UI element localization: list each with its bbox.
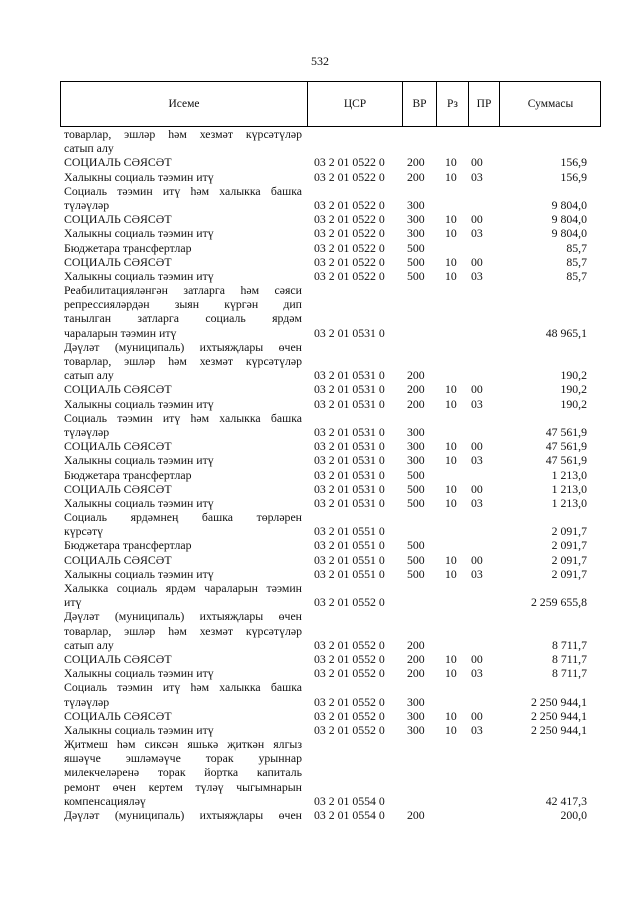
table-row <box>60 482 601 496</box>
header-pr: ПР <box>469 82 500 126</box>
header-sum: Суммасы <box>527 98 574 110</box>
cell-sum: 2 091,7 <box>551 524 587 539</box>
table-row <box>60 411 601 425</box>
cell-pr: 03 <box>471 453 483 468</box>
table-row <box>60 141 601 155</box>
cell-name: итү <box>64 595 82 610</box>
cell-name: сатып алу <box>64 141 114 156</box>
cell-vr: 300 <box>407 226 425 241</box>
table-row <box>60 680 601 694</box>
cell-pr: 03 <box>471 566 483 581</box>
cell-vr: 500 <box>407 268 425 283</box>
cell-rz: 10 <box>445 566 457 581</box>
cell-name: Бюджетара трансфертлар <box>64 538 192 553</box>
cell-csr: 03 2 01 0522 0 <box>314 226 385 241</box>
cell-name: СОЦИАЛЬ СӘЯСӘТ <box>64 382 172 397</box>
table-row <box>60 510 601 524</box>
cell-csr: 03 2 01 0554 0 <box>314 808 385 822</box>
cell-vr: 500 <box>407 566 425 581</box>
cell-vr: 500 <box>407 240 425 255</box>
cell-name: СОЦИАЛЬ СӘЯСӘТ <box>64 708 172 723</box>
cell-csr: 03 2 01 0531 0 <box>314 495 385 510</box>
cell-rz: 10 <box>445 495 457 510</box>
cell-name: Халыкны социаль тәэмин итү <box>64 268 214 283</box>
cell-name: Халыкны социаль тәэмин итү <box>64 495 214 510</box>
cell-csr: 03 2 01 0551 0 <box>314 538 385 553</box>
table-row <box>60 297 601 311</box>
cell-name: Бюджетара трансфертлар <box>64 467 192 482</box>
cell-csr: 03 2 01 0551 0 <box>314 566 385 581</box>
budget-table <box>60 81 601 822</box>
cell-name: СОЦИАЛЬ СӘЯСӘТ <box>64 212 172 227</box>
cell-sum: 2 250 944,1 <box>530 694 587 709</box>
cell-name: түләүләр <box>64 424 110 439</box>
cell-sum: 8 711,7 <box>552 651 587 666</box>
table-row <box>60 538 601 552</box>
cell-csr: 03 2 01 0552 0 <box>314 595 385 610</box>
cell-vr: 500 <box>407 254 425 269</box>
cell-sum: 156,9 <box>560 155 587 170</box>
cell-sum: 190,2 <box>560 396 587 411</box>
cell-sum: 85,7 <box>566 254 587 269</box>
table-row <box>60 127 601 141</box>
table-row <box>60 666 601 680</box>
table-row <box>60 765 601 779</box>
cell-pr: 00 <box>471 254 483 269</box>
cell-name: Җитмеш һәм сиксән яшькә җиткән ялгыз <box>64 737 302 752</box>
cell-sum: 2 250 944,1 <box>530 722 587 737</box>
header-vr: ВР <box>403 82 437 126</box>
table-row <box>60 340 601 354</box>
cell-name: репрессияләрдән зыян күргән дип <box>64 297 302 312</box>
cell-rz: 10 <box>445 651 457 666</box>
cell-name: СОЦИАЛЬ СӘЯСӘТ <box>64 155 172 170</box>
cell-name: Социаль тәэмин итү һәм халыкка башка <box>64 410 302 425</box>
table-row <box>60 780 601 794</box>
header-name: Исеме <box>61 82 308 126</box>
cell-sum: 47 561,9 <box>545 453 587 468</box>
table-row <box>60 524 601 538</box>
table-row <box>60 226 601 240</box>
table-row <box>60 496 601 510</box>
cell-name: Халыкны социаль тәэмин итү <box>64 453 214 468</box>
table-row <box>60 567 601 581</box>
cell-vr: 300 <box>407 453 425 468</box>
cell-sum: 47 561,9 <box>545 439 587 454</box>
cell-vr: 300 <box>407 197 425 212</box>
table-row <box>60 581 601 595</box>
cell-name: Бюджетара трансфертлар <box>64 240 192 255</box>
cell-name: түләүләр <box>64 197 110 212</box>
cell-vr: 200 <box>407 368 425 383</box>
cell-name: СОЦИАЛЬ СӘЯСӘТ <box>64 254 172 269</box>
cell-sum: 85,7 <box>566 268 587 283</box>
cell-pr: 00 <box>471 708 483 723</box>
cell-csr: 03 2 01 0552 0 <box>314 694 385 709</box>
cell-name: сатып алу <box>64 637 114 652</box>
cell-vr: 200 <box>407 396 425 411</box>
cell-vr: 200 <box>407 637 425 652</box>
table-row <box>60 737 601 751</box>
cell-csr: 03 2 01 0551 0 <box>314 524 385 539</box>
table-row <box>60 751 601 765</box>
table-row <box>60 808 601 822</box>
cell-csr: 03 2 01 0522 0 <box>314 240 385 255</box>
cell-name: түләүләр <box>64 694 110 709</box>
cell-name: яшәүче эшләмәүче торак урыннар <box>64 751 302 766</box>
cell-vr: 200 <box>407 169 425 184</box>
cell-sum: 1 213,0 <box>551 495 587 510</box>
table-row <box>60 184 601 198</box>
cell-sum: 48 965,1 <box>545 325 587 340</box>
cell-sum: 85,7 <box>566 240 587 255</box>
cell-sum: 1 213,0 <box>551 481 587 496</box>
cell-vr: 200 <box>407 155 425 170</box>
table-row <box>60 794 601 808</box>
table-row <box>60 311 601 325</box>
table-row <box>60 354 601 368</box>
cell-sum: 9 804,0 <box>551 226 587 241</box>
cell-rz: 10 <box>445 552 457 567</box>
table-row <box>60 382 601 396</box>
cell-rz: 10 <box>445 453 457 468</box>
cell-pr: 00 <box>471 481 483 496</box>
table-row <box>60 595 601 609</box>
cell-name: Дәүләт (муниципаль) ихтыяҗлары өчен <box>64 339 302 354</box>
cell-name: товарлар, эшләр һәм хезмәт күрсәтүләр <box>64 127 302 141</box>
cell-pr: 03 <box>471 226 483 241</box>
cell-csr: 03 2 01 0522 0 <box>314 169 385 184</box>
cell-pr: 00 <box>471 651 483 666</box>
cell-sum: 2 091,7 <box>551 566 587 581</box>
cell-sum: 2 091,7 <box>551 552 587 567</box>
cell-sum: 2 250 944,1 <box>530 708 587 723</box>
cell-name: танылган затларга социаль ярдәм <box>64 311 302 326</box>
table-row <box>60 439 601 453</box>
cell-name: товарлар, эшләр һәм хезмәт күрсәтүләр <box>64 354 302 368</box>
page-number: 532 <box>311 54 329 68</box>
table-row <box>60 553 601 567</box>
cell-name: чараларын тәэмин итү <box>64 325 177 340</box>
table-row <box>60 155 601 169</box>
cell-sum: 190,2 <box>560 368 587 383</box>
table-row <box>60 652 601 666</box>
cell-vr: 200 <box>407 651 425 666</box>
cell-rz: 10 <box>445 396 457 411</box>
cell-name: Реабилитацияләнгән затларга һәм сәяси <box>64 283 302 298</box>
cell-csr: 03 2 01 0531 0 <box>314 424 385 439</box>
cell-rz: 10 <box>445 439 457 454</box>
cell-rz: 10 <box>445 481 457 496</box>
cell-name: СОЦИАЛЬ СӘЯСӘТ <box>64 651 172 666</box>
header-csr: ЦСР <box>308 82 403 126</box>
cell-vr: 300 <box>407 212 425 227</box>
cell-csr: 03 2 01 0531 0 <box>314 368 385 383</box>
cell-csr: 03 2 01 0522 0 <box>314 268 385 283</box>
cell-vr: 500 <box>407 538 425 553</box>
cell-pr: 03 <box>471 268 483 283</box>
header-rz: Рз <box>437 82 469 126</box>
cell-vr: 300 <box>407 708 425 723</box>
cell-csr: 03 2 01 0531 0 <box>314 439 385 454</box>
cell-vr: 500 <box>407 552 425 567</box>
cell-name: Социаль тәэмин итү һәм халыкка башка <box>64 680 302 695</box>
cell-sum: 190,2 <box>560 382 587 397</box>
cell-sum: 2 259 655,8 <box>530 595 587 610</box>
cell-name: сатып алу <box>64 368 114 383</box>
cell-vr: 500 <box>407 495 425 510</box>
cell-pr: 00 <box>471 382 483 397</box>
table-row <box>60 283 601 297</box>
cell-csr: 03 2 01 0531 0 <box>314 453 385 468</box>
cell-name: Социаль тәэмин итү һәм халыкка башка <box>64 183 302 198</box>
cell-pr: 00 <box>471 439 483 454</box>
table-row <box>60 723 601 737</box>
cell-sum: 47 561,9 <box>545 424 587 439</box>
cell-sum: 156,9 <box>560 169 587 184</box>
table-row <box>60 695 601 709</box>
cell-sum: 200,0 <box>560 808 587 822</box>
cell-vr: 300 <box>407 424 425 439</box>
cell-pr: 03 <box>471 495 483 510</box>
cell-rz: 10 <box>445 708 457 723</box>
cell-vr: 500 <box>407 481 425 496</box>
cell-name: СОЦИАЛЬ СӘЯСӘТ <box>64 552 172 567</box>
cell-name: милекчеләренә торак йортка капиталь <box>64 765 302 780</box>
cell-name: компенсацияләү <box>64 793 146 808</box>
cell-csr: 03 2 01 0522 0 <box>314 254 385 269</box>
cell-pr: 00 <box>471 212 483 227</box>
cell-pr: 00 <box>471 155 483 170</box>
table-row <box>60 397 601 411</box>
cell-name: Халыкны социаль тәэмин итү <box>64 396 214 411</box>
cell-csr: 03 2 01 0552 0 <box>314 651 385 666</box>
cell-vr: 200 <box>407 808 425 822</box>
cell-csr: 03 2 01 0551 0 <box>314 552 385 567</box>
table-row <box>60 170 601 184</box>
cell-sum: 9 804,0 <box>551 212 587 227</box>
table-header <box>60 81 601 127</box>
table-row <box>60 212 601 226</box>
cell-name: Халыкны социаль тәэмин итү <box>64 666 214 681</box>
cell-csr: 03 2 01 0522 0 <box>314 197 385 212</box>
cell-pr: 03 <box>471 396 483 411</box>
cell-name: Халыкны социаль тәэмин итү <box>64 722 214 737</box>
cell-csr: 03 2 01 0522 0 <box>314 212 385 227</box>
cell-sum: 8 711,7 <box>552 666 587 681</box>
cell-name: Халыкны социаль тәэмин итү <box>64 566 214 581</box>
table-row <box>60 425 601 439</box>
table-row <box>60 709 601 723</box>
table-row <box>60 624 601 638</box>
table-row <box>60 368 601 382</box>
cell-vr: 300 <box>407 722 425 737</box>
cell-rz: 10 <box>445 382 457 397</box>
cell-csr: 03 2 01 0531 0 <box>314 325 385 340</box>
cell-sum: 2 091,7 <box>551 538 587 553</box>
cell-rz: 10 <box>445 722 457 737</box>
cell-sum: 1 213,0 <box>551 467 587 482</box>
cell-name: Дәүләт (муниципаль) ихтыяҗлары өчен <box>64 808 302 822</box>
cell-pr: 03 <box>471 666 483 681</box>
cell-vr: 500 <box>407 467 425 482</box>
cell-pr: 03 <box>471 169 483 184</box>
table-row <box>60 269 601 283</box>
cell-rz: 10 <box>445 226 457 241</box>
cell-rz: 10 <box>445 666 457 681</box>
cell-sum: 8 711,7 <box>552 637 587 652</box>
cell-vr: 300 <box>407 439 425 454</box>
cell-vr: 200 <box>407 382 425 397</box>
cell-name: Халыкка социаль ярдәм чараларын тәэмин <box>64 581 302 595</box>
table-row <box>60 638 601 652</box>
cell-name: СОЦИАЛЬ СӘЯСӘТ <box>64 481 172 496</box>
cell-csr: 03 2 01 0531 0 <box>314 396 385 411</box>
table-row <box>60 241 601 255</box>
cell-csr: 03 2 01 0552 0 <box>314 637 385 652</box>
table-row <box>60 453 601 467</box>
cell-vr: 200 <box>407 666 425 681</box>
cell-rz: 10 <box>445 254 457 269</box>
cell-name: Дәүләт (муниципаль) ихтыяҗлары өчен <box>64 609 302 624</box>
cell-csr: 03 2 01 0531 0 <box>314 481 385 496</box>
table-row <box>60 198 601 212</box>
cell-rz: 10 <box>445 212 457 227</box>
cell-rz: 10 <box>445 155 457 170</box>
cell-name: ремонт өчен кертем түләү чыгымнарын <box>64 779 302 794</box>
table-row <box>60 468 601 482</box>
cell-rz: 10 <box>445 268 457 283</box>
cell-name: СОЦИАЛЬ СӘЯСӘТ <box>64 439 172 454</box>
cell-rz: 10 <box>445 169 457 184</box>
cell-name: Халыкны социаль тәэмин итү <box>64 226 214 241</box>
cell-csr: 03 2 01 0552 0 <box>314 708 385 723</box>
cell-csr: 03 2 01 0531 0 <box>314 467 385 482</box>
cell-csr: 03 2 01 0531 0 <box>314 382 385 397</box>
table-row <box>60 255 601 269</box>
cell-name: Халыкны социаль тәэмин итү <box>64 169 214 184</box>
table-body <box>60 127 601 822</box>
table-row <box>60 326 601 340</box>
cell-pr: 03 <box>471 722 483 737</box>
cell-name: күрсәтү <box>64 524 104 539</box>
cell-csr: 03 2 01 0552 0 <box>314 666 385 681</box>
cell-sum: 42 417,3 <box>545 793 587 808</box>
cell-csr: 03 2 01 0552 0 <box>314 722 385 737</box>
cell-sum: 9 804,0 <box>551 197 587 212</box>
cell-pr: 00 <box>471 552 483 567</box>
table-row <box>60 609 601 623</box>
cell-csr: 03 2 01 0522 0 <box>314 155 385 170</box>
cell-name: товарлар, эшләр һәм хезмәт күрсәтүләр <box>64 623 302 638</box>
cell-csr: 03 2 01 0554 0 <box>314 793 385 808</box>
cell-vr: 300 <box>407 694 425 709</box>
cell-name: Социаль ярдәмнең башка төрләрен <box>64 510 302 525</box>
